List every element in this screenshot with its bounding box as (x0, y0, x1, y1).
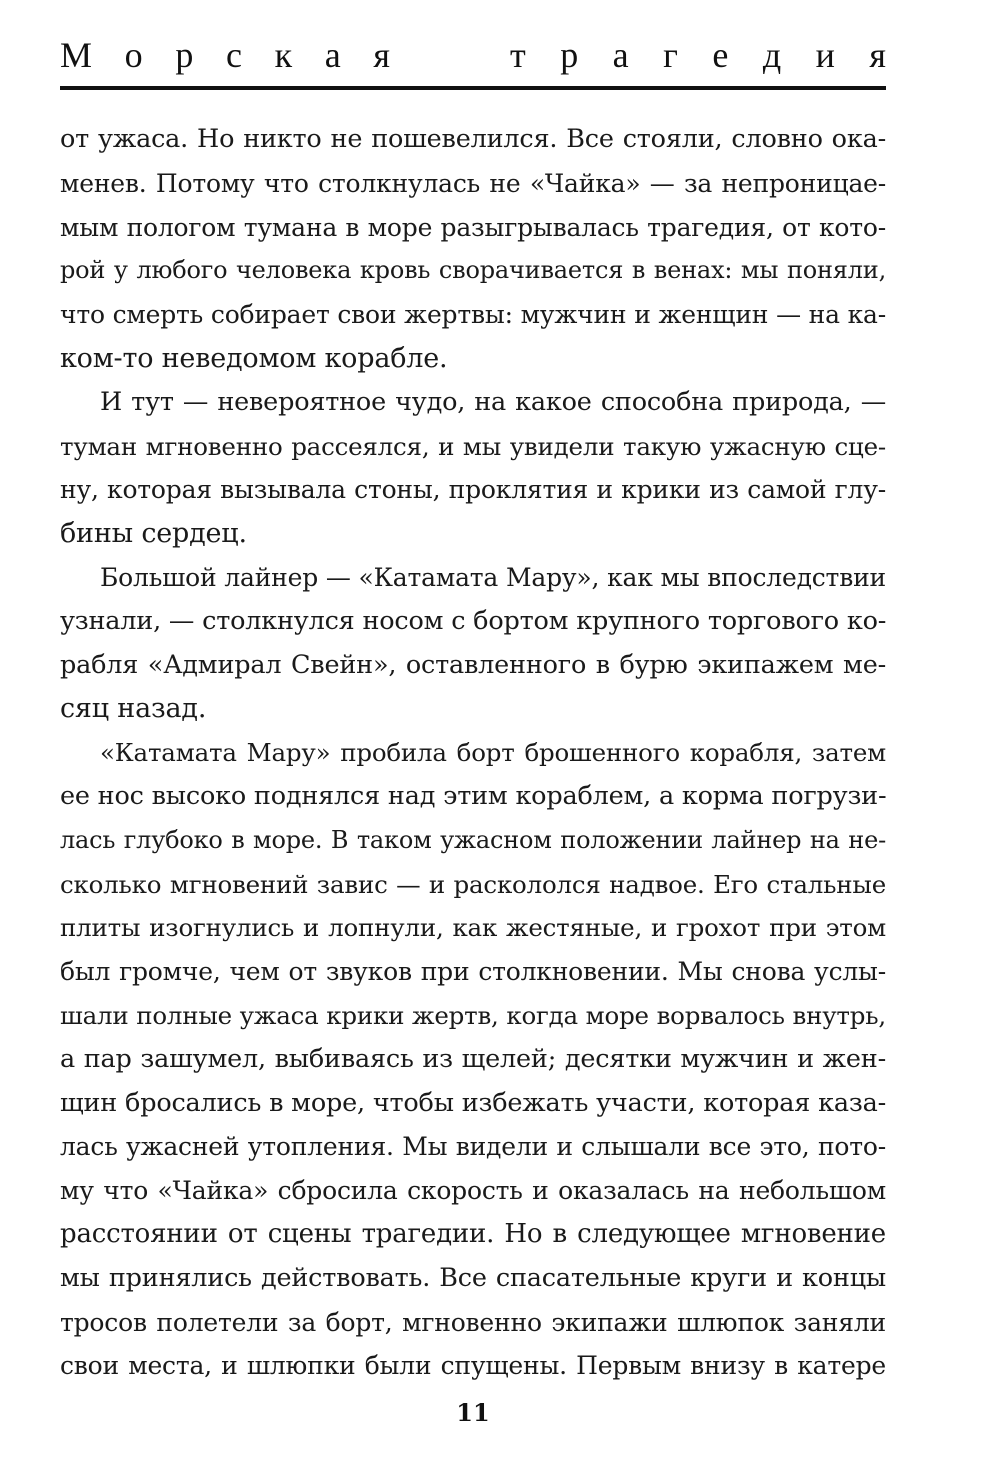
text-line: сяц назад. (60, 693, 207, 725)
text-line: му что «Чайка» сбросила скорость и оказалась на небольшом (60, 1176, 886, 1206)
running-head-letter: я (373, 35, 390, 75)
text-line: рабля «Адмирал Свейн», оставленного в бурю экипажем ме- (60, 649, 886, 680)
text-line: сколько мгновений завис — и раскололся надвое. Его стальные (60, 869, 886, 899)
running-head-letter: о (124, 35, 143, 75)
text-line: ком-то неведомом корабле. (60, 342, 448, 374)
page-number: 11 (456, 1398, 490, 1427)
text-line: был громче, чем от звуков при столкновении. Мы снова услы- (60, 957, 886, 987)
text-line: от ужаса. Но никто не пошевелился. Все стояли, словно ока- (60, 124, 886, 154)
text-line: Большой лайнер — «Катамата Мару», как мы впоследствии (100, 562, 886, 592)
text-line: менев. Потому что столкнулась не «Чайка» — за непроницае- (60, 168, 886, 198)
running-head-letter: д (762, 35, 782, 75)
running-head-letter: с (225, 35, 242, 75)
text-line: ну, которая вызывала стоны, проклятия и крики из самой глу- (60, 475, 886, 505)
running-head-word-2 (510, 30, 886, 80)
text-line: а пар зашумел, выбиваясь из щелей; десятки мужчин и жен- (60, 1043, 886, 1074)
running-head-letter: а (612, 35, 629, 75)
running-head-letter: р (175, 35, 194, 75)
text-line: ее нос высоко поднялся над этим кораблем, а корма погрузи- (60, 780, 887, 811)
running-head-word-1 (60, 30, 390, 80)
text-line: бины сердец. (60, 518, 247, 550)
header-rule (60, 86, 886, 90)
text-line: «Катамата Мару» пробила борт брошенного корабля, затем (100, 738, 886, 768)
text-line: расстоянии от сцены трагедии. Но в следующее мгновение (60, 1218, 886, 1249)
text-line: свои места, и шлюпки были спущены. Первым внизу в катере (60, 1351, 886, 1381)
text-line: тросов полетели за борт, мгновенно экипажи шлюпок заняли (60, 1307, 886, 1337)
text-line: щин бросались в море, чтобы избежать участи, которая каза- (60, 1087, 886, 1118)
text-line: мы принялись действовать. Все спасательные круги и концы (60, 1262, 886, 1293)
text-line: лась глубоко в море. В таком ужасном положении лайнер на не- (60, 825, 886, 854)
running-head-letter: я (869, 35, 886, 75)
running-head (60, 30, 886, 80)
running-head-letter: М (60, 35, 93, 75)
running-head-letter: и (815, 35, 835, 75)
running-head-letter: к (274, 35, 293, 75)
running-head-letter: г (663, 35, 678, 75)
text-line: мым пологом тумана в море разыгрывалась трагедия, от кото- (60, 212, 886, 242)
text-line: узнали, — столкнулся носом с бортом крупного торгового ко- (60, 605, 887, 636)
text-line: рой у любого человека кровь сворачивается в венах: мы поняли, (60, 256, 886, 285)
text-line: И тут — невероятное чудо, на какое способна природа, — (100, 386, 886, 417)
running-head-letter: а (324, 35, 341, 75)
body-text (60, 118, 886, 1388)
running-head-letter: е (712, 35, 729, 75)
text-line: шали полные ужаса крики жертв, когда море ворвалось внутрь, (60, 1000, 886, 1030)
text-line: лась ужасней утопления. Мы видели и слышали все это, пото- (60, 1132, 886, 1162)
running-head-letter: т (510, 35, 526, 75)
running-head-letter: р (560, 35, 579, 75)
text-line: плиты изогнулись и лопнули, как жестяные, и грохот при этом (60, 913, 886, 943)
text-line: что смерть собирает свои жертвы: мужчин и женщин — на ка- (60, 300, 886, 330)
text-line: туман мгновенно рассеялся, и мы увидели такую ужасную сце- (60, 431, 886, 461)
